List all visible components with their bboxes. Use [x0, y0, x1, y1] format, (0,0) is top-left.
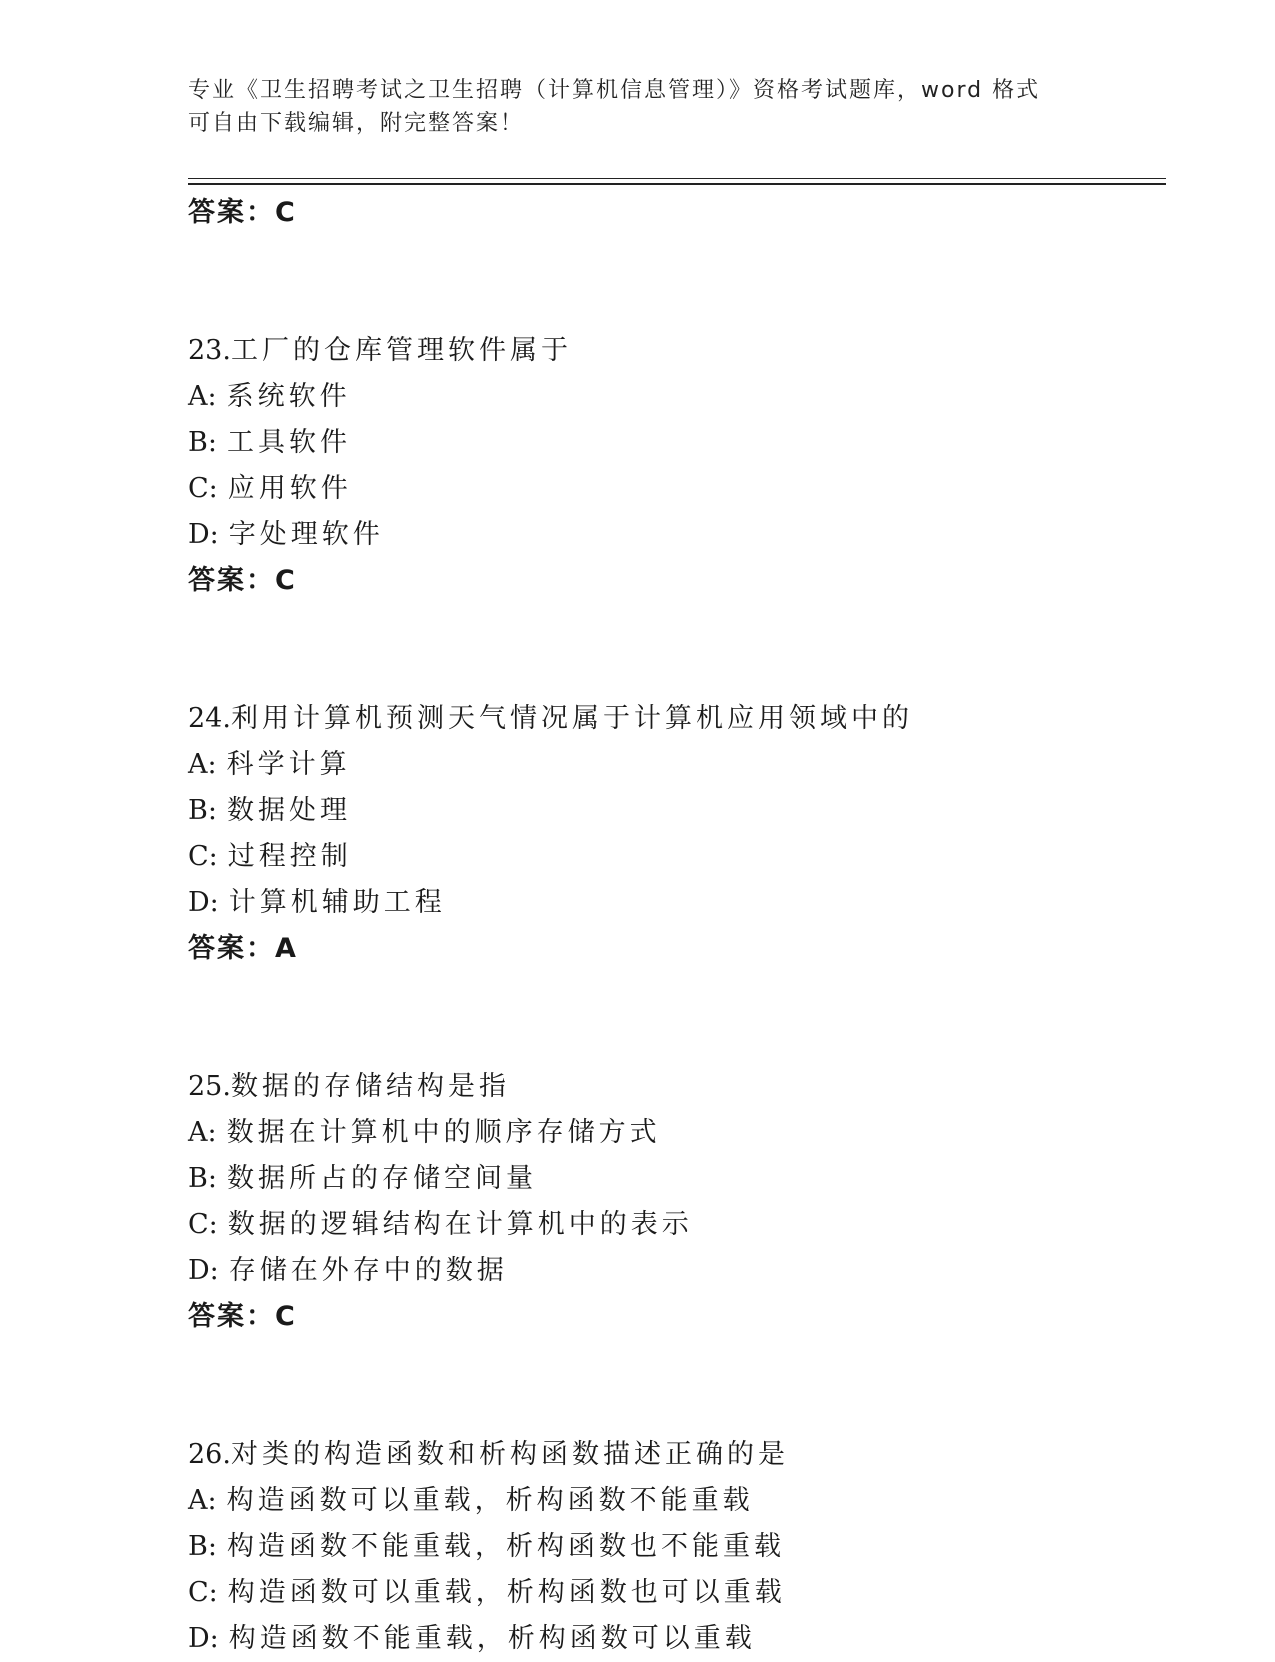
option-letter: B: — [188, 1531, 217, 1562]
option-letter: C: — [188, 473, 218, 504]
option-letter: C: — [188, 1577, 218, 1608]
option-letter: D: — [188, 519, 219, 550]
option-b — [188, 420, 1168, 466]
question-23 — [188, 328, 1168, 374]
option-letter: A: — [188, 749, 217, 780]
option-text: 构造函数不能重载，析构函数可以重载 — [228, 1623, 756, 1654]
option-text: 计算机辅助工程 — [228, 887, 446, 918]
option-a — [188, 742, 1168, 788]
question-block-23 — [188, 328, 1168, 604]
question-block-25 — [188, 1064, 1168, 1340]
answer-25: 答案：C — [188, 1301, 297, 1332]
option-letter: A: — [188, 1485, 217, 1516]
spacer — [188, 1340, 1168, 1432]
header-line-2: 可自由下载编辑，附完整答案！ — [188, 111, 525, 136]
option-c — [188, 1202, 1168, 1248]
question-26 — [188, 1432, 1168, 1478]
option-text: 应用软件 — [227, 473, 352, 504]
option-text: 构造函数可以重载，析构函数不能重载 — [226, 1485, 754, 1516]
option-letter: A: — [188, 1117, 217, 1148]
option-b — [188, 788, 1168, 834]
option-text: 构造函数可以重载，析构函数也可以重载 — [227, 1577, 786, 1608]
question-block-24 — [188, 696, 1168, 972]
spacer — [188, 604, 1168, 696]
spacer — [188, 972, 1168, 1064]
option-letter: D: — [188, 1255, 219, 1286]
document-body — [188, 190, 1168, 1662]
question-number: 23. — [188, 335, 231, 366]
option-text: 数据在计算机中的顺序存储方式 — [226, 1117, 661, 1148]
option-c — [188, 466, 1168, 512]
option-c — [188, 834, 1168, 880]
option-a — [188, 1478, 1168, 1524]
question-number: 25. — [188, 1071, 231, 1102]
option-text: 构造函数不能重载，析构函数也不能重载 — [226, 1531, 785, 1562]
answer-23: 答案：C — [188, 565, 297, 596]
question-25 — [188, 1064, 1168, 1110]
answer-24: 答案：A — [188, 933, 298, 964]
document-header — [188, 74, 1088, 140]
option-text: 存储在外存中的数据 — [228, 1255, 508, 1286]
option-letter: D: — [188, 887, 219, 918]
option-letter: A: — [188, 381, 217, 412]
option-text: 数据所占的存储空间量 — [226, 1163, 537, 1194]
question-text: 对类的构造函数和析构函数描述正确的是 — [230, 1439, 789, 1470]
question-24 — [188, 696, 1168, 742]
previous-answer: 答案：C — [188, 197, 297, 228]
question-text: 工厂的仓库管理软件属于 — [230, 335, 572, 366]
question-number: 26. — [188, 1439, 231, 1470]
question-block-26 — [188, 1432, 1168, 1662]
option-text: 科学计算 — [226, 749, 351, 780]
option-c — [188, 1570, 1168, 1616]
option-d — [188, 1248, 1168, 1294]
header-divider-thick — [188, 183, 1166, 185]
option-b — [188, 1524, 1168, 1570]
spacer — [188, 236, 1168, 328]
option-letter: C: — [188, 1209, 218, 1240]
header-line-1: 专业《卫生招聘考试之卫生招聘（计算机信息管理）》资格考试题库，word 格式 — [188, 78, 1041, 103]
question-text: 数据的存储结构是指 — [230, 1071, 510, 1102]
option-text: 数据处理 — [226, 795, 351, 826]
option-letter: C: — [188, 841, 218, 872]
option-d — [188, 880, 1168, 926]
option-d — [188, 512, 1168, 558]
option-letter: D: — [188, 1623, 219, 1654]
option-text: 工具软件 — [226, 427, 351, 458]
option-text: 系统软件 — [226, 381, 351, 412]
question-text: 利用计算机预测天气情况属于计算机应用领域中的 — [230, 703, 913, 734]
header-divider-thin — [188, 178, 1166, 179]
option-text: 数据的逻辑结构在计算机中的表示 — [227, 1209, 693, 1240]
option-a — [188, 374, 1168, 420]
option-letter: B: — [188, 427, 217, 458]
option-a — [188, 1110, 1168, 1156]
option-text: 过程控制 — [227, 841, 352, 872]
question-number: 24. — [188, 703, 231, 734]
option-d — [188, 1616, 1168, 1662]
option-text: 字处理软件 — [228, 519, 384, 550]
option-letter: B: — [188, 795, 217, 826]
option-b — [188, 1156, 1168, 1202]
option-letter: B: — [188, 1163, 217, 1194]
